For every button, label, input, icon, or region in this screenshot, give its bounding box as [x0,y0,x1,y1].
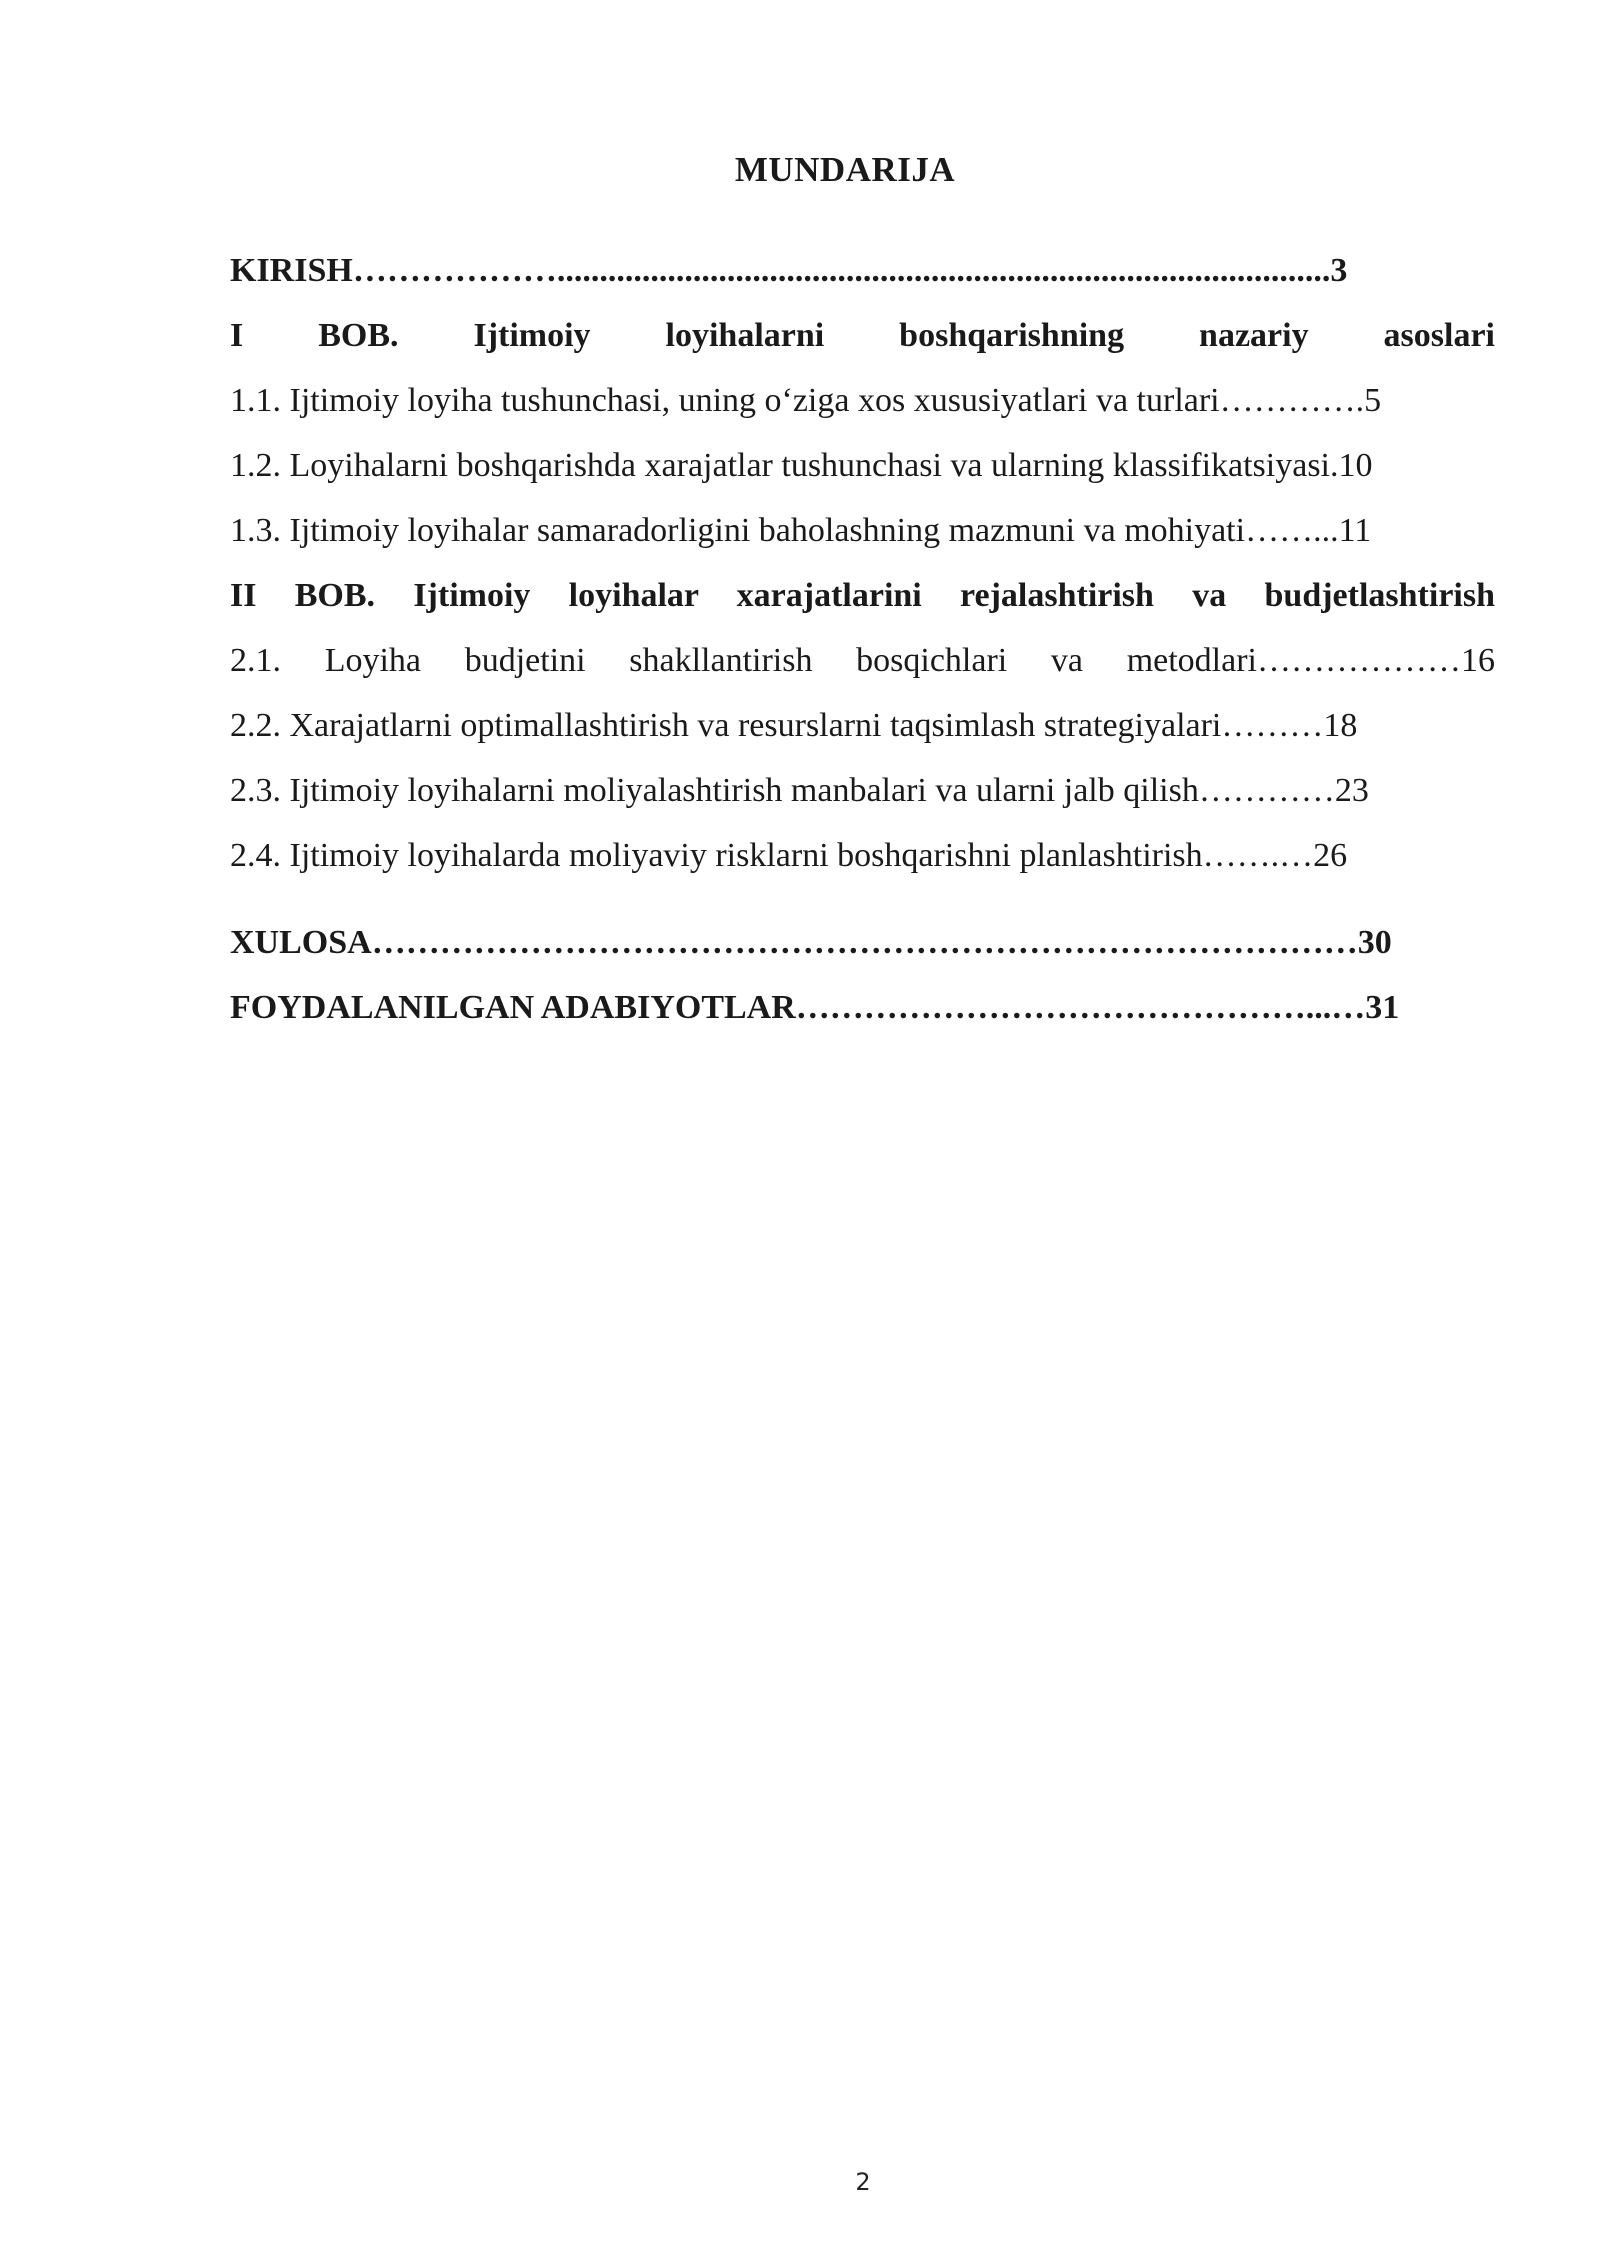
toc-entry-chapter-1: I BOB. Ijtimoiy loyihalarni boshqarishning nazariy asoslari [230,317,1495,354]
toc-entry-section-1-1: 1.1. Ijtimoiy loyiha tushunchasi, uning o‘ziga xos xususiyatlari va turlari………….5 [230,382,1382,419]
toc-entry-section-1-2: 1.2. Loyihalarni boshqarishda xarajatlar tushunchasi va ularning klassifikatsiyasi.10 [230,447,1373,484]
toc-entry-section-2-3: 2.3. Ijtimoiy loyihalarni moliyalashtirish manbalari va ularni jalb qilish…………23 [230,772,1369,809]
toc-entry-conclusion: XULOSA……………………………………………………………………………30 [230,924,1392,961]
toc-entry-section-2-2: 2.2. Xarajatlarni optimallashtirish va resurslarni taqsimlash strategiyalari………18 [230,707,1358,744]
page-number: 2 [855,2168,871,2196]
toc-entry-introduction: KIRISH………………...........................................................................................3 [230,252,1348,289]
table-of-contents [230,238,1495,1040]
toc-entry-references: FOYDALANILGAN ADABIYOTLAR………………………………………...…31 [230,989,1400,1026]
toc-entry-section-2-1: 2.1. Loyiha budjetini shakllantirish bosqichlari va metodlari………………16 [230,642,1495,679]
page-title: MUNDARIJA [734,150,956,189]
toc-entry-section-1-3: 1.3. Ijtimoiy loyihalar samaradorligini baholashning mazmuni va mohiyati……...11 [230,512,1372,549]
toc-entry-section-2-4: 2.4. Ijtimoiy loyihalarda moliyaviy risklarni boshqarishni planlashtirish…….…26 [230,837,1348,874]
toc-entry-chapter-2: II BOB. Ijtimoiy loyihalar xarajatlarini rejalashtirish va budjetlashtirish [230,577,1495,614]
